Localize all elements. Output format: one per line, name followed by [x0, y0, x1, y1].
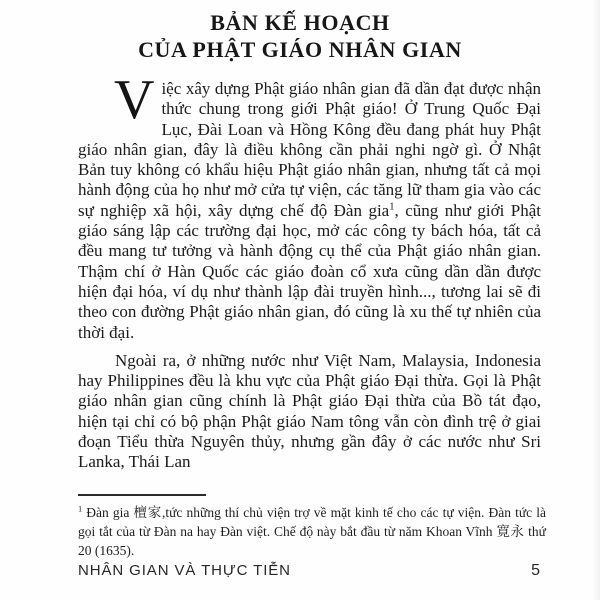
footnote	[78, 503, 546, 560]
chapter-title-line-1: BẢN KẾ HOẠCH	[210, 10, 390, 35]
chapter-title-line-2: CỦA PHẬT GIÁO NHÂN GIAN	[138, 37, 462, 62]
page-number: 5	[531, 562, 540, 579]
footnote-reference-marker: 1	[389, 201, 395, 213]
paragraph-1	[78, 79, 541, 343]
page-footer	[78, 562, 540, 580]
footnote-separator-rule	[78, 494, 206, 496]
paragraph-1-text: iệc xây dựng Phật giáo nhân gian đã dần đạt được nhận thức chung trong giới Phật giáo! Ở Trung Quốc Đại Lục, Đài Loan và Hồng Kông đều đang phát huy Phật giáo nhân gian, đây là điều không cần phải nghi ngờ gì. Ở Nhật Bản tuy không có khẩu hiệu Phật giáo nhân gian, nhưng tất cả mọi hành động của họ như mở cửa tự viện, các tăng lữ tham gia vào các sự nghiệp xã hội, xây dựng chế độ Đàn gia	[78, 79, 541, 220]
body-text	[78, 79, 541, 491]
paragraph-2: Ngoài ra, ở những nước như Việt Nam, Malaysia, Indonesia hay Philippines đều là khu vực của Phật giáo Đại thừa. Gọi là Phật giáo nhân gian cũng chính là Phật giáo Đại thừa của Bồ tát đạo, hiện tại chỉ có bộ phận Phật giáo Nam tông vẫn còn đình trệ ở giai đoạn Tiểu thừa Nguyên thủy, nhưng gần đây ở các nước như Sri Lanka, Thái Lan	[78, 350, 541, 472]
paragraph-1-text-continued: , cũng như giới Phật giáo sáng lập các trường đại học, mở các công ty bách hóa, tất cả đều mang tư tưởng và hành động cụ thể của Phật giáo nhân gian. Thậm chí ở Hàn Quốc các giáo đoàn cổ xưa cũng dần dần được hiện đại hóa, ví dụ như thành lập đài truyền hình..., tương lai sẽ đi theo con đường Phật giáo nhân gian, đó cũng là xu thế tự nhiên của thời đại.	[78, 200, 541, 342]
chapter-title	[0, 9, 600, 63]
drop-cap: V	[114, 79, 155, 131]
footnote-number: 1	[78, 504, 83, 514]
running-title: NHÂN GIAN VÀ THỰC TIỄN	[78, 562, 291, 579]
footnote-text: Đàn gia 檀家,tức những thí chủ viện trợ về mặt kinh tế cho các tự viện. Đàn tức là gọi tắt của từ Đàn na hay Đàn việt. Chế độ này bắt đầu từ năm Khoan Vĩnh 寛永 thứ 20 (1635).	[78, 505, 546, 558]
